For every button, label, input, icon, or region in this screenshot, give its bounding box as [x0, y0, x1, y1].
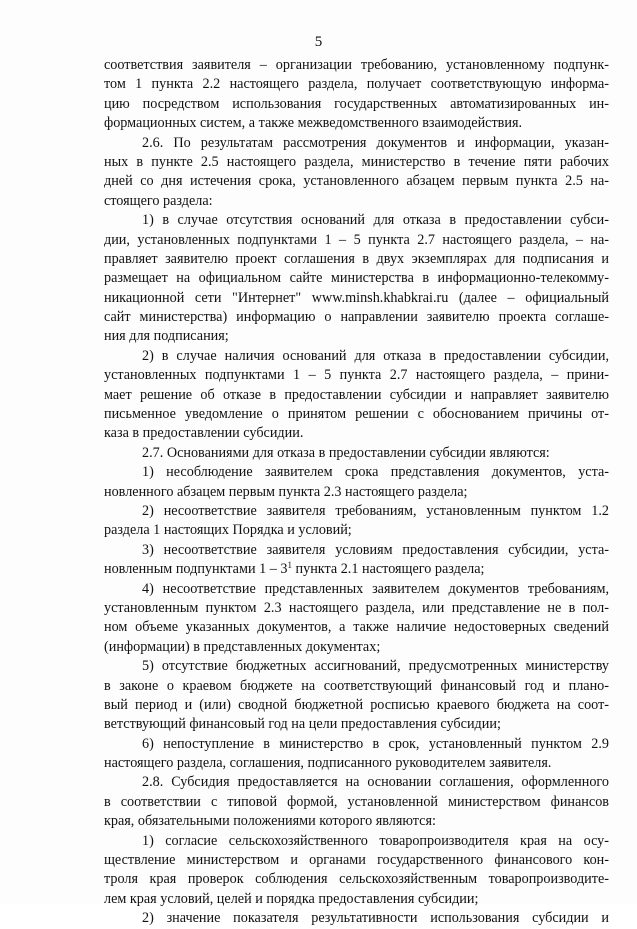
line-text: 6) непоступление в министерство в срок, установленный пунктом 2.9: [142, 735, 609, 752]
text-line: [104, 580, 609, 599]
line-text: установленным пунктом 2.3 настоящего раздела, или представление не в пол-: [104, 599, 609, 616]
line-text: 1) несоблюдение заявителем срока представления документов, уста-: [142, 464, 609, 481]
text-line: [104, 560, 609, 579]
line-text: соответствия заявителя – организации требованию, установленному подпунк-: [104, 57, 609, 73]
line-text: троля края проверок соблюдения сельскохозяйственным товаропроизводите-: [104, 871, 609, 888]
text-line: [104, 269, 609, 288]
line-text: 2) значение показателя результативности использования субсидии и: [142, 910, 609, 927]
line-text: вый период и (или) сводной бюджетной росписью краевого бюджета на соот-: [104, 696, 609, 713]
line-text: 3) несоответствие заявителя условиям предоставления субсидии, уста-: [142, 541, 609, 558]
text-line: [104, 483, 609, 502]
line-text: дии, установленных подпунктами 1 – 5 пункта 2.7 настоящего раздела, – на-: [104, 231, 609, 248]
line-text: 1) в случае отсутствия оснований для отказа в предоставлении субси-: [142, 212, 609, 229]
text-line: [104, 677, 609, 696]
text-line: [104, 909, 609, 928]
text-line: [104, 386, 609, 405]
line-text: ном объеме указанных документов, а также наличие недостоверных сведений: [104, 619, 609, 636]
text-line: [104, 599, 609, 618]
text-line: [104, 231, 609, 250]
text-line: [104, 773, 609, 792]
text-line: [104, 696, 609, 715]
text-line: [104, 289, 609, 308]
line-text: ных в пункте 2.5 настоящего раздела, министерство в течение пяти рабочих: [104, 153, 609, 170]
line-text: том 1 пункта 2.2 настоящего раздела, получает соответствующую информа-: [104, 76, 609, 93]
line-text: каза в предоставлении субсидии.: [104, 425, 304, 442]
text-line: [104, 657, 609, 676]
line-text: (информации) в представленных документах;: [104, 638, 381, 655]
text-line: [104, 56, 609, 75]
text-line: [104, 172, 609, 191]
text-line: [104, 444, 609, 463]
text-line: [104, 793, 609, 812]
text-line: [104, 347, 609, 366]
line-text: в соответствии с типовой формой, установленной министерством финансов: [104, 793, 609, 810]
text-line: [104, 463, 609, 482]
text-line: [104, 192, 609, 211]
line-text: размещает на официальном сайте министерства в информационно-телекомму-: [104, 270, 609, 287]
text-line: [104, 114, 609, 133]
line-text: сайт министерства) информацию о направлении заявителю проекта соглаше-: [104, 309, 609, 326]
text-line: [104, 95, 609, 114]
line-text: формационных систем, а также межведомственного взаимодействия.: [104, 115, 523, 132]
line-text: письменное уведомление о принятом решении с обоснованием причины от-: [104, 406, 609, 423]
line-text: новленного абзацем первым пункта 2.3 настоящего раздела;: [104, 483, 468, 500]
text-line: [104, 502, 609, 521]
line-text: 2.7. Основаниями для отказа в предоставлении субсидии являются:: [142, 444, 550, 461]
text-line: [104, 134, 609, 153]
text-line: [104, 250, 609, 269]
line-text: лем края условий, целей и порядка предоставления субсидии;: [104, 890, 479, 907]
line-text: 2) несоответствие заявителя требованиям, установленным пунктом 1.2: [142, 502, 609, 519]
text-line: [104, 715, 609, 734]
text-line: [104, 366, 609, 385]
text-line: [104, 211, 609, 230]
text-line: [104, 521, 609, 540]
line-text: 2.8. Субсидия предоставляется на основании соглашения, оформленного: [142, 774, 609, 791]
text-line: [104, 754, 609, 773]
line-text: настоящего раздела, соглашения, подписанного руководителем заявителя.: [104, 755, 552, 772]
text-line: [104, 75, 609, 94]
line-text: ния для подписания;: [104, 328, 229, 345]
text-line: [104, 812, 609, 831]
text-line: [104, 541, 609, 560]
line-text: ветствующий финансовый год на цели предоставления субсидии;: [104, 716, 501, 733]
page-number: 5: [314, 34, 323, 50]
line-text: края, обязательными положениями которого являются:: [104, 813, 436, 830]
text-line: [104, 890, 609, 909]
line-text: стоящего раздела:: [104, 192, 213, 209]
line-text: 1) согласие сельскохозяйственного товаропроизводителя края на осу-: [142, 832, 609, 849]
line-text: 2.6. По результатам рассмотрения документов и информации, указан-: [142, 134, 609, 151]
text-line: [104, 308, 609, 327]
text-line: [104, 832, 609, 851]
line-text-continued: пункта 2.1 настоящего раздела;: [291, 561, 485, 578]
text-line: [104, 327, 609, 346]
line-text: 2) в случае наличия оснований для отказа в предоставлении субсидии,: [142, 347, 609, 364]
text-line: [104, 424, 609, 443]
line-text: 5) отсутствие бюджетных ассигнований, предусмотренных министерству: [142, 658, 609, 675]
line-text: правляет заявителю проект соглашения в двух экземплярах для подписания и: [104, 250, 609, 267]
line-text: ществление министерством и органами государственного финансового кон-: [104, 852, 609, 869]
superscript: 1: [287, 560, 292, 571]
text-line: [104, 153, 609, 172]
line-text: дней со дня истечения срока, установленного абзацем первым пункта 2.5 на-: [104, 173, 609, 190]
text-line: [104, 618, 609, 637]
line-text: цию посредством использования государственных автоматизированных ин-: [104, 95, 609, 112]
document-body: [104, 56, 609, 929]
line-text: никационной сети "Интернет" www.minsh.khabkrai.ru (далее – официальный: [104, 289, 609, 306]
text-line: [104, 735, 609, 754]
line-text: 4) несоответствие представленных заявителем документов требованиям,: [142, 580, 609, 597]
line-text: в законе о краевом бюджете на соответствующий финансовый год и плано-: [104, 677, 609, 694]
line-text: установленных подпунктами 1 – 5 пункта 2.7 настоящего раздела, – прини-: [104, 367, 609, 384]
line-text: мает решение об отказе в предоставлении субсидии и направляет заявителю: [104, 386, 609, 403]
text-line: [104, 851, 609, 870]
line-text: раздела 1 настоящих Порядка и условий;: [104, 522, 352, 539]
text-line: [104, 638, 609, 657]
text-line: [104, 405, 609, 424]
text-line: [104, 870, 609, 889]
line-text: новленным подпунктами 1 – 3: [104, 561, 288, 578]
